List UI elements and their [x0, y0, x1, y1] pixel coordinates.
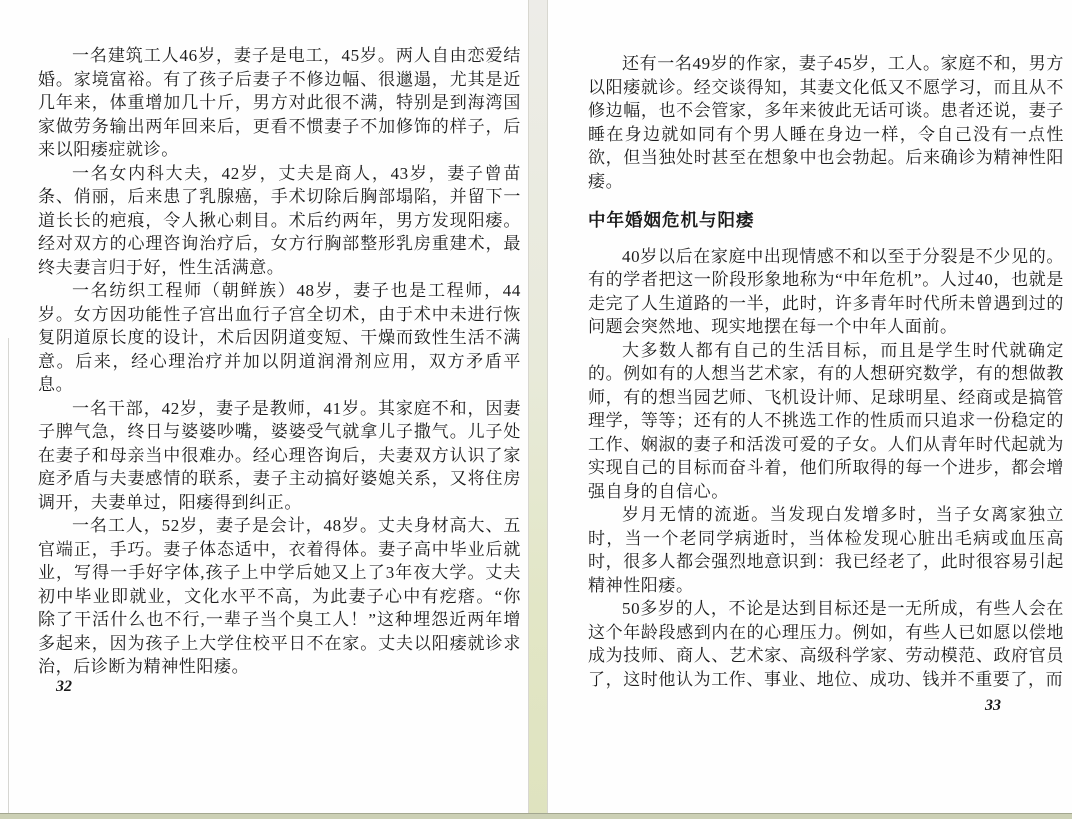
- paragraph: 一名女内科大夫，42岁，丈夫是商人，43岁，妻子曾苗条、俏丽，后来患了乳腺癌，手术切除后胸部塌陷，并留下一道长长的疤痕，令人揪心刺目。术后约两年，男方发现阳痿。经对双方的心理咨询治疗后，女方行胸部整形乳房重建术，最终夫妻言归于好，性生活满意。: [38, 163, 521, 277]
- paragraph: 40岁以后在家庭中出现情感不和以至于分裂是不少见的。有的学者把这一阶段形象地称为“中年危机”。人过40，也就是走完了人生道路的一半，此时，许多青年时代所未曾遇到过的问题会突然地、现实地摆在每一个中年人面前。: [588, 246, 1064, 336]
- left-page: [38, 44, 521, 679]
- page-number-left: 32: [56, 678, 72, 695]
- paragraph: 一名工人，52岁，妻子是会计，48岁。丈夫身材高大、五官端正，手巧。妻子体态适中，衣着得体。妻子高中毕业后就业，写得一手好字体,孩子上中学后她又上了3年夜大学。丈夫初中毕业即就业，文化水平不高，为此妻子心中有疙瘩。“你除了干活什么也不行,一辈子当个臭工人！”这种埋怨近两年增多起来，因为孩子上大学住校平日不在家。丈夫以阳痿就诊求治，后诊断为精神性阳痿。: [38, 516, 521, 676]
- page-gutter: [528, 0, 548, 813]
- paragraph: 还有一名49岁的作家，妻子45岁，工人。家庭不和，男方以阳痿就诊。经交谈得知，其妻文化低又不愿学习，而且从不修边幅，也不会管家，多年来彼此无话可谈。患者还说，妻子睡在身边就如同有个男人睡在身边一样，令自己没有一点性欲，但当独处时甚至在想象中也会勃起。后来确诊为精神性阳痿。: [588, 54, 1064, 191]
- paragraph: 大多数人都有自己的生活目标，而且是学生时代就确定的。例如有的人想当艺术家，有的人想研究数学，有的想做教师，有的想当园艺师、飞机设计师、足球明星、经商或是搞管理学，等等；还有的人不挑选工作的性质而只追求一份稳定的工作、娴淑的妻子和活泼可爱的子女。人们从青年时代起就为实现自己的目标而奋斗着，他们所取得的每一个进步，都会增强自身的自信心。: [588, 340, 1064, 501]
- page-edge-line: [8, 338, 9, 813]
- scan-bottom-edge: [0, 813, 1072, 819]
- right-page: [588, 52, 1064, 691]
- paragraph: 一名建筑工人46岁，妻子是电工，45岁。两人自由恋爱结婚。家境富裕。有了孩子后妻子不修边幅、很邋遢，尤其是近几年来，体重增加几十斤，男方对此很不满，特别是到海湾国家做劳务输出两年回来后，更看不惯妻子不加修饰的样子，后来以阳痿症就诊。: [38, 46, 521, 159]
- section-heading: 中年婚姻危机与阳痿: [588, 210, 755, 230]
- paragraph: 50多岁的人，不论是达到目标还是一无所成，有些人会在这个年龄段感到内在的心理压力。例如，有些人已如愿以偿地成为技师、商人、艺术家、高级科学家、劳动模范、政府官员了，这时他认为工作、事业、地位、成功、钱并不重要了，而: [588, 599, 1064, 689]
- paragraph: 一名干部，42岁，妻子是教师，41岁。其家庭不和，因妻子脾气急，终日与婆婆吵嘴，婆婆受气就拿儿子撒气。儿子处在妻子和母亲当中很难办。经心理咨询后，夫妻双方认识了家庭矛盾与夫妻感情的联系，妻子主动搞好婆媳关系，又将住房调开，夫妻单过，阳痿得到纠正。: [38, 398, 521, 512]
- paragraph: 一名纺织工程师（朝鲜族）48岁，妻子也是工程师，44岁。女方因功能性子宫出血行子宫全切术，由于术中未进行恢复阴道原长度的设计，术后因阴道变短、干燥而致性生活不满意。后来，经心理治疗并加以阴道润滑剂应用，双方矛盾平息。: [38, 281, 521, 394]
- paragraph: 岁月无情的流逝。当发现白发增多时，当子女离家独立时，当一个老同学病逝时，当体检发现心脏出毛病或血压高时，很多人都会强烈地意识到：我已经老了，此时很容易引起精神性阳痿。: [588, 505, 1064, 595]
- page-number-right: 33: [985, 697, 1001, 714]
